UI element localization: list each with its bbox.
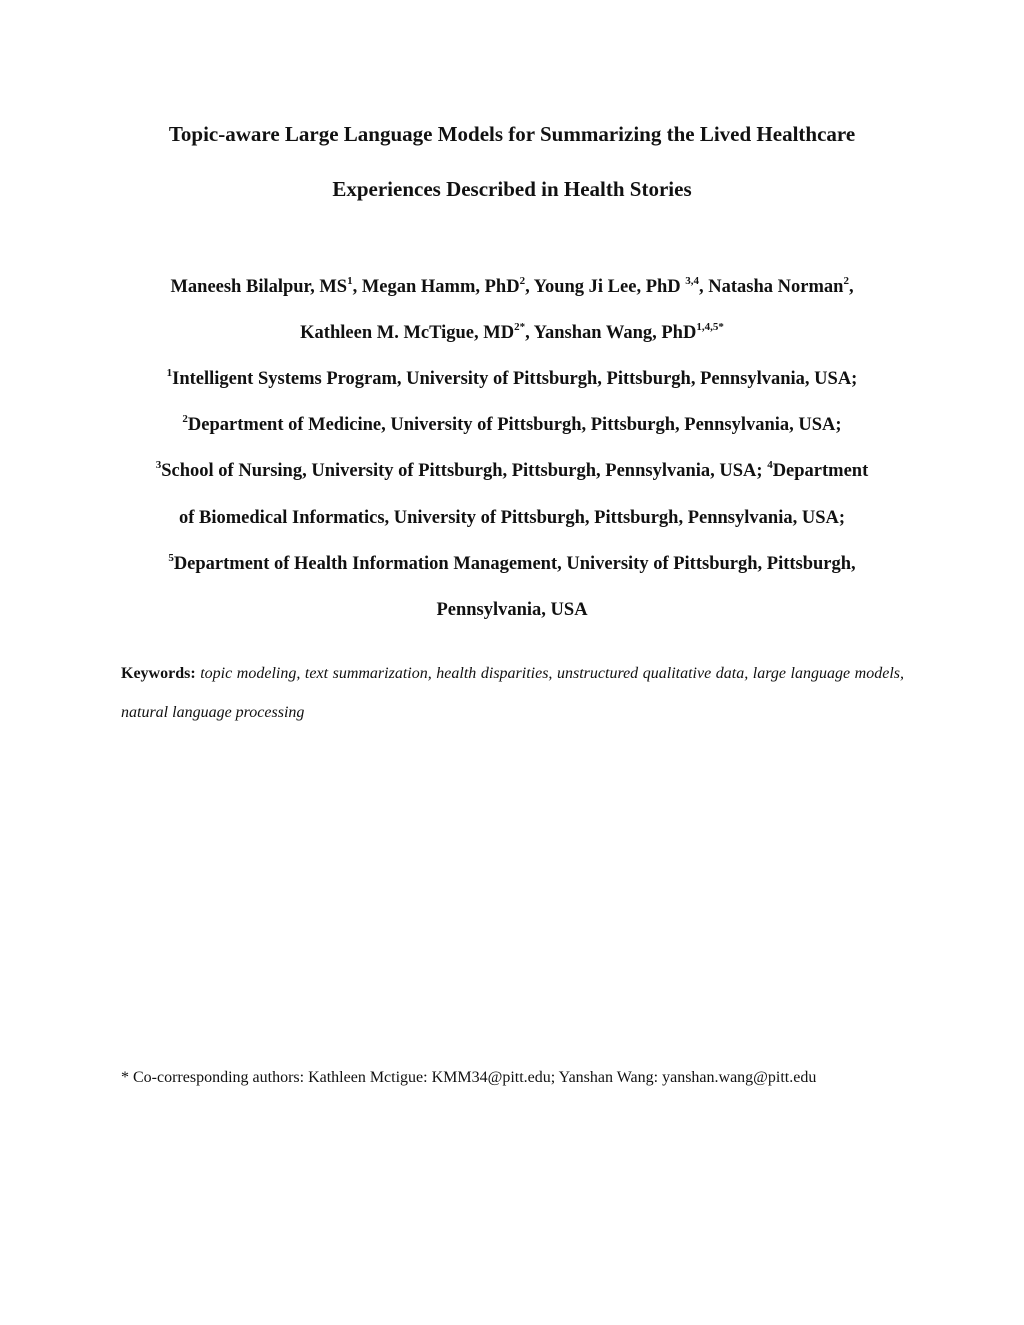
paper-title-line-1: Topic-aware Large Language Models for Summarizing the Lived Healthcare xyxy=(168,122,856,146)
affiliation-text: Pennsylvania, USA xyxy=(436,600,588,620)
affiliation-text: Department of Medicine, University of Pittsburgh, Pittsburgh, Pennsylvania, USA; xyxy=(187,415,842,435)
author-name: Kathleen M. McTigue, MD xyxy=(300,323,515,343)
affiliation-mark: 2 xyxy=(182,412,188,425)
author-line-1 xyxy=(0,274,1024,300)
author-separator: , xyxy=(525,277,534,297)
author-separator: , xyxy=(352,277,362,297)
keywords-label: Keywords: xyxy=(121,665,196,682)
affiliation-line xyxy=(0,412,1024,438)
author-separator: , xyxy=(848,277,854,297)
affiliation-line xyxy=(0,551,1024,577)
author-name: Young Ji Lee, PhD xyxy=(533,277,686,297)
corresponding-authors-footnote: * Co-corresponding authors: Kathleen Mctigue: KMM34@pitt.edu; Yanshan Wang: yanshan.wang@pitt.edu xyxy=(121,1069,817,1086)
author-separator: , xyxy=(525,323,534,343)
author-name: Megan Hamm, PhD xyxy=(361,277,520,297)
affiliation-text: Intelligent Systems Program, University of Pittsburgh, Pittsburgh, Pennsylvania, USA; xyxy=(172,369,858,389)
author-affiliation-mark: 2 xyxy=(519,274,526,287)
affiliation-text: Department xyxy=(772,461,869,481)
affiliation-mark: 5 xyxy=(168,551,174,564)
author-affiliation-mark: 3,4 xyxy=(685,274,700,287)
paper-title-line-2: Experiences Described in Health Stories xyxy=(332,177,692,201)
keywords-paragraph xyxy=(121,654,904,732)
author-affiliation-mark: 1 xyxy=(347,274,353,287)
author-line-2 xyxy=(0,320,1024,346)
affiliation-mark: 3 xyxy=(155,458,162,471)
affiliation-mark: 4 xyxy=(767,458,773,471)
author-name: Yanshan Wang, PhD xyxy=(533,323,697,343)
author-separator: , xyxy=(699,277,709,297)
affiliation-line xyxy=(0,366,1024,392)
author-affiliation-mark: 2 xyxy=(843,274,849,287)
affiliation-text: School of Nursing, University of Pittsburgh, Pittsburgh, Pennsylvania, USA; xyxy=(161,461,768,481)
author-affiliation-mark: 2* xyxy=(514,320,526,333)
author-name: Maneesh Bilalpur, MS xyxy=(170,277,348,297)
author-affiliation-mark: 1,4,5* xyxy=(696,320,724,333)
affiliation-mark: 1 xyxy=(166,366,173,379)
affiliation-line xyxy=(0,458,1024,484)
affiliation-text: of Biomedical Informatics, University of Pittsburgh, Pittsburgh, Pennsylvania, USA; xyxy=(179,508,845,528)
affiliation-line xyxy=(0,597,1024,623)
affiliation-text: Department of Health Information Management, University of Pittsburgh, Pittsburgh, xyxy=(173,554,856,574)
affiliation-line xyxy=(0,505,1024,531)
author-name: Natasha Norman xyxy=(708,277,844,297)
keywords-text: topic modeling, text summarization, health disparities, unstructured qualitative data, large language models, natural language processing xyxy=(121,665,905,721)
